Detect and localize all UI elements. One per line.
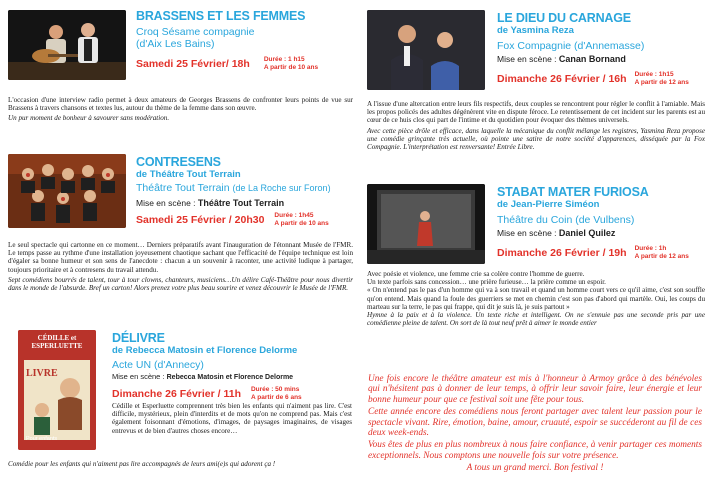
carnage-description xyxy=(367,100,705,151)
stabat-mes-label: Mise en scène : xyxy=(497,228,557,238)
stabat-description xyxy=(367,270,705,327)
delivre-poster xyxy=(18,330,96,450)
contresens-italic: Sept comédiens bourrés de talent, tour à tour clowns, chanteurs, musiciens…Un délire Café-Théâtre pour nous divertir dans le monde de l'absurde. Bref un carton! Alors prenez votre plus beau sourire et venez découvrir le Musée de l'FMR. xyxy=(8,275,353,293)
carnage-by: de Yasmina Reza xyxy=(497,25,574,36)
closing-p1: Une fois encore le théâtre amateur est mis à l'honneur à Armoy grâce à des bénévoles qui n'hésitent pas à donner de leur temps, à offrir leur savoir faire, leur énergie et leur bonne humeur pour que ce festival soit une fête pour tous. xyxy=(368,374,702,405)
delivre-info xyxy=(112,332,302,401)
delivre-mes-name: Rebecca Matosin et Florence Delorme xyxy=(166,374,294,381)
carnage-italic: Avec cette pièce drôle et efficace, dans laquelle la mécanique du conflit mélange les registres, Yasmina Reza propose une comédie grinçante très actuelle, où pointe une satire de notre société d'apparences, disséquée par la Fox Compagnie. L'interprétation est renversante! Entrée Libre. xyxy=(367,126,705,152)
contresens-title: CONTRESENS xyxy=(136,155,221,169)
contresens-mes-label: Mise en scène : xyxy=(136,198,196,208)
brassens-date: Samedi 25 Février/ 18h xyxy=(136,57,250,70)
closing-message xyxy=(368,374,702,476)
stabat-text3: « On n'entend pas le pas d'un homme qui va à son travail et quand un homme court vers ce qu'il aime, c'est son souffle qu'on entend. Mais quand la foule des guerriers se met en chemin c'est son pas d'abord qui martèle. Oui, les coups du marteau sur la terre, le pas qui frappe, qui dit je suis là, je suis partout » xyxy=(367,286,705,311)
brassens-text: L'occasion d'une interview radio permet à deux amateurs de Georges Brassens de confronter leurs points de vue sur Brassens à travers chansons et textes lus, autour du thème de la femme dans son œuvre. xyxy=(8,96,353,113)
delivre-poster-top: CÉDILLE et ESPERLUETTE xyxy=(31,334,83,350)
carnage-company: Fox Compagnie (d'Annemasse) xyxy=(497,40,645,52)
carnage-date: Dimanche 26 Février / 16h xyxy=(497,72,627,85)
show-stabat xyxy=(367,184,705,360)
closing-p3: Vous êtes de plus en plus nombreux à nous faire confiance, à venir partager ces moments exceptionnels. Nous comptons une nouvelle fois sur votre présence. xyxy=(368,440,702,461)
closing-p2: Cette année encore des comédiens nous feront partager avec talent leur passion pour le spectacle vivant. Rire, émotion, baine, amour, cruauté, espoir se succéderont au fil de ces deux week-ends. xyxy=(368,407,702,439)
contresens-by: de Théâtre Tout Terrain xyxy=(136,169,241,180)
carnage-age: A partir de 12 ans xyxy=(634,78,689,86)
delivre-poster-bottom: Pour enfants xyxy=(26,436,58,442)
show-delivre xyxy=(8,330,353,500)
carnage-photo xyxy=(367,10,485,90)
delivre-title: DÉLIVRE xyxy=(112,331,165,345)
brassens-title: BRASSENS ET LES FEMMES xyxy=(136,9,306,23)
contresens-company-place: (de La Roche sur Foron) xyxy=(232,183,331,193)
stabat-duration: Durée : 1h xyxy=(634,245,667,252)
delivre-company: Acte UN (d'Annecy) xyxy=(112,359,204,371)
carnage-mes-label: Mise en scène : xyxy=(497,54,557,64)
carnage-title: LE DIEU DU CARNAGE xyxy=(497,11,631,25)
brassens-photo xyxy=(8,10,126,80)
delivre-italic: Comédie pour les enfants qui n'aiment pas lire accompagnés de leurs ami(e)s qui adorent ça ! xyxy=(8,460,276,468)
delivre-date: Dimanche 26 Février / 11h xyxy=(112,387,241,400)
carnage-mes-name: Canan Bornand xyxy=(558,54,626,64)
brassens-description xyxy=(8,96,353,123)
stabat-date: Dimanche 26 Février / 19h xyxy=(497,246,627,259)
stabat-age: A partir de 12 ans xyxy=(634,252,689,260)
stabat-title: STABAT MATER FURIOSA xyxy=(497,185,649,199)
stabat-photo xyxy=(367,184,485,264)
brassens-duration: Durée : 1 h15 xyxy=(263,56,305,63)
brassens-info xyxy=(136,10,318,71)
stabat-text1: Avec poésie et violence, une femme crie sa colère contre l'homme de guerre. xyxy=(367,270,585,278)
delivre-closing xyxy=(8,460,353,468)
stabat-mes-name: Daniel Quilez xyxy=(558,228,616,238)
stabat-italic: Hymne à la paix et à la violence. Un texte riche et intelligent. On ne s'ennuie pas une seconde pris par une comédienne pleine de talent. On sort de là tout neuf prêt à aimer le monde entier xyxy=(367,311,705,328)
show-contresens xyxy=(8,154,353,312)
stabat-by: de Jean-Pierre Siméon xyxy=(497,199,600,210)
delivre-description xyxy=(112,402,352,435)
stabat-company: Théâtre du Coin (de Vulbens) xyxy=(497,214,635,226)
stabat-info xyxy=(497,186,689,260)
delivre-text: Cédille et Esperluette comprennent très bien les enfants qui n'aiment pas lire. C'est difficile, mystérieux, plein d'interdits et de mots qu'on ne comprend pas. Mais c'est également foisonnant d'émotions, d'images, de paysages imaginaires, de visages entrevus et de bien d'autres choses encore… xyxy=(112,402,352,435)
contresens-photo xyxy=(8,154,126,228)
carnage-info xyxy=(497,12,689,86)
brassens-italic: Un pur moment de bonheur à savourer sans modération. xyxy=(8,114,170,123)
brassens-company: Croq Sésame compagnie xyxy=(136,26,255,38)
show-carnage xyxy=(367,10,705,186)
delivre-mes-label: Mise en scène : xyxy=(112,372,165,381)
contresens-info xyxy=(136,156,331,227)
brassens-company-place: (d'Aix Les Bains) xyxy=(136,38,215,50)
delivre-duration: Durée : 50 mins xyxy=(250,386,300,393)
contresens-duration: Durée : 1h45 xyxy=(274,212,314,219)
contresens-age: A partir de 10 ans xyxy=(274,219,329,227)
contresens-mes-name: Théâtre Tout Terrain xyxy=(197,198,285,208)
delivre-poster-mid: LIVRE xyxy=(26,368,58,379)
carnage-text: A l'issue d'une altercation entre leurs fils respectifs, deux couples se rencontrent pour régler le conflit à l'amiable. Mais les propos policés des adultes dégénèrent vite en dispute féroce. Le retentissement de cet incident sur les parents est au cœur de ce huis clos qui part de l'intime et du quotidien pour évoquer des thèmes universels. xyxy=(367,100,705,125)
closing-p4: A tous un grand merci. Bon festival ! xyxy=(466,463,604,474)
delivre-age: A partir de 6 ans xyxy=(250,393,302,401)
carnage-duration: Durée : 1h15 xyxy=(634,71,674,78)
contresens-text: Le seul spectacle qui cartonne en ce moment… Derniers préparatifs avant l'inauguration de l'étonnant Musée de l'FMR. Le temps passe au rythme d'une installation joyeusement chaotique sachant que l'efficacité de l'équipe technique est loin d'égaler sa bonne humeur et son sens de l'anecdote : chacun a un souvenir à raconter, une activité ludique à partager, toujours prioritaire et à contresens du travail attendu. xyxy=(8,241,353,274)
contresens-company: Théâtre Tout Terrain xyxy=(136,182,230,194)
contresens-date: Samedi 25 Février / 20h30 xyxy=(136,213,265,226)
brassens-age: A partir de 10 ans xyxy=(263,63,319,71)
delivre-by: de Rebecca Matosin et Florence Delorme xyxy=(112,345,298,356)
show-brassens xyxy=(8,10,353,138)
stabat-text2: Un texte parfois sans concession… une prière furieuse… la prière comme un espoir. xyxy=(367,278,606,287)
contresens-description xyxy=(8,241,353,292)
